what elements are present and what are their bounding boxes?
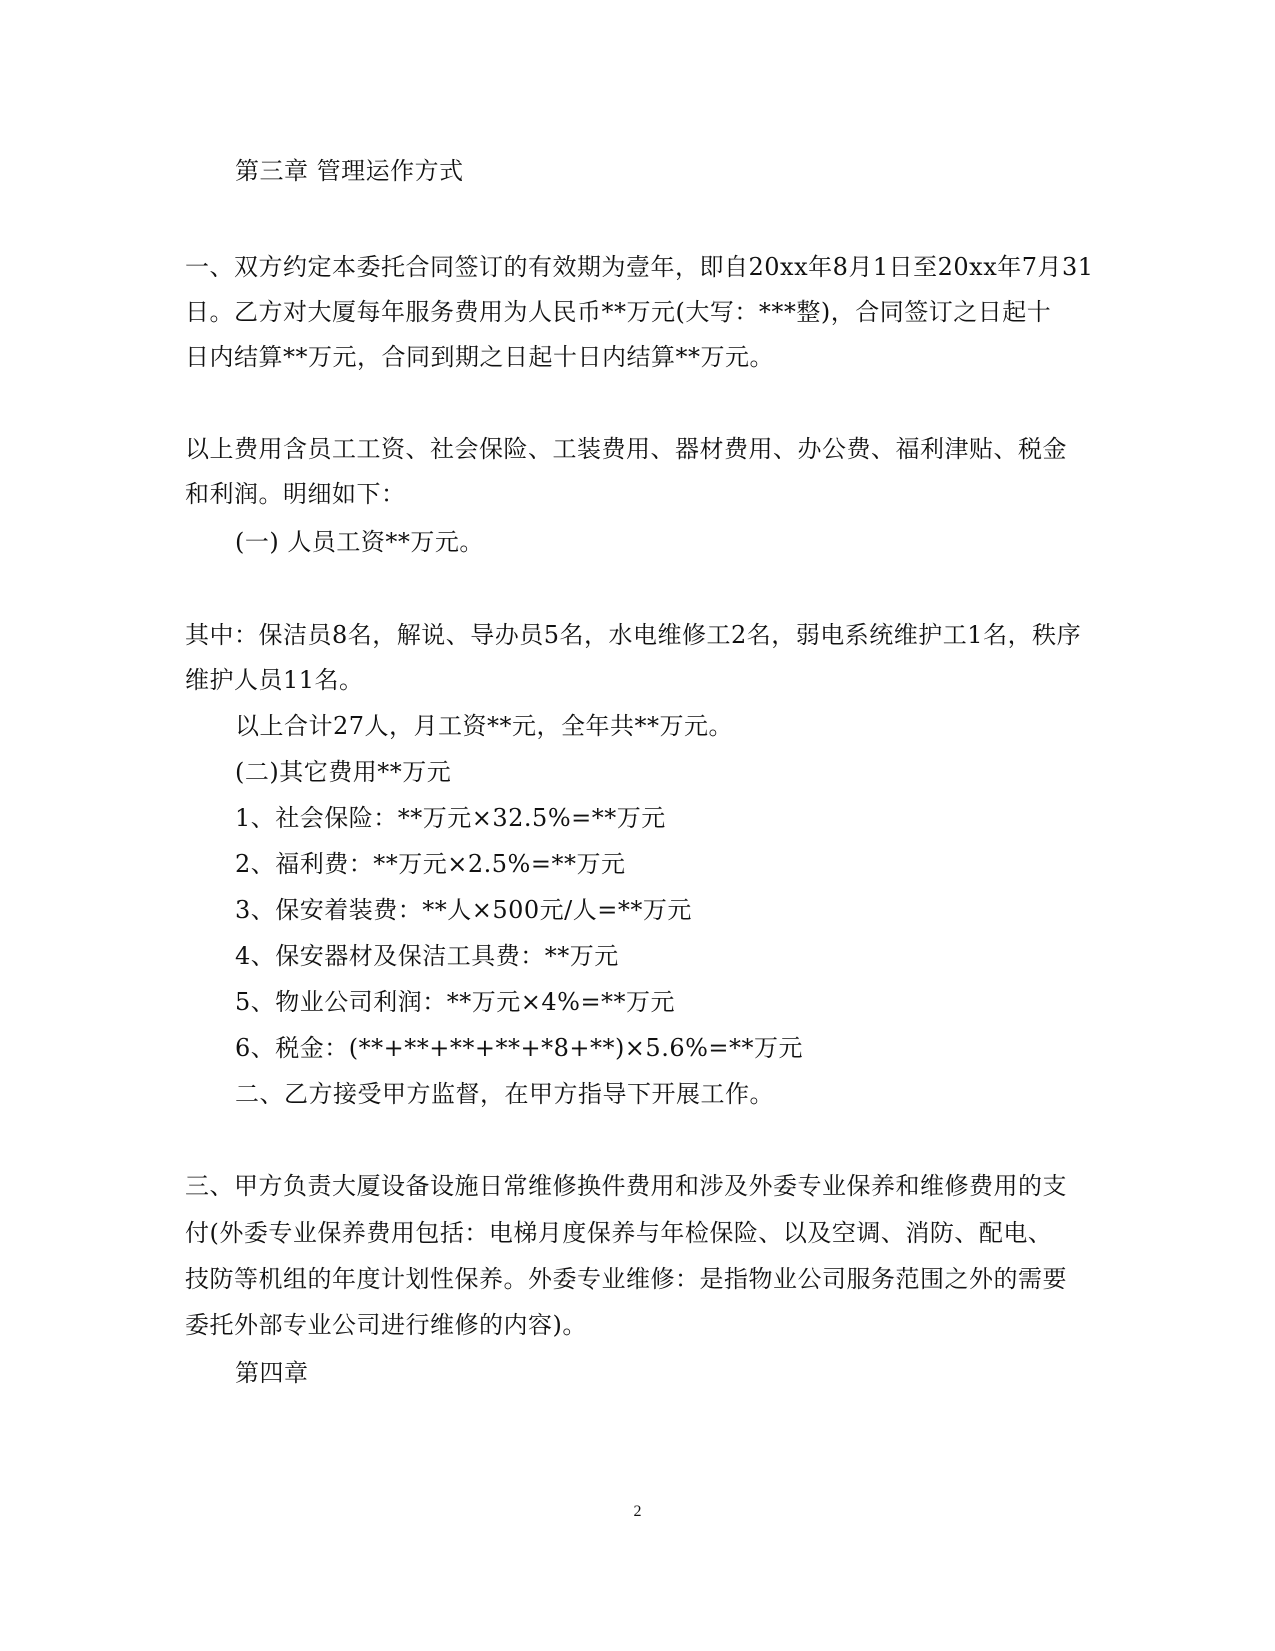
paragraph-line: 日。乙方对大厦每年服务费用为人民币**万元(大写：***整)，合同签订之日起十	[185, 298, 1052, 326]
list-item: 6、税金：(**+**+**+**+*8+**)×5.6%=**万元	[235, 1034, 804, 1062]
paragraph-line: 三、甲方负责大厦设备设施日常维修换件费用和涉及外委专业保养和维修费用的支	[185, 1172, 1067, 1200]
paragraph-line: 以上合计27人，月工资**元，全年共**万元。	[235, 712, 734, 740]
paragraph-line: 其中：保洁员8名，解说、导办员5名，水电维修工2名，弱电系统维护工1名，秩序	[185, 621, 1082, 649]
chapter-three-heading: 第三章 管理运作方式	[235, 157, 464, 185]
page-number: 2	[633, 1503, 642, 1520]
paragraph-line: 委托外部专业公司进行维修的内容)。	[185, 1311, 587, 1339]
paragraph-line: 和利润。明细如下：	[185, 480, 406, 508]
list-item: 5、物业公司利润：**万元×4%=**万元	[235, 988, 676, 1016]
paragraph-line: 以上费用含员工工资、社会保险、工装费用、器材费用、办公费、福利津贴、税金	[185, 435, 1067, 463]
list-item: (二)其它费用**万元	[235, 758, 452, 786]
paragraph-line: 日内结算**万元，合同到期之日起十日内结算**万元。	[185, 343, 774, 371]
paragraph-line: 付(外委专业保养费用包括：电梯月度保养与年检保险、以及空调、消防、配电、	[185, 1219, 1053, 1247]
list-item: 1、社会保险：**万元×32.5%=**万元	[235, 804, 666, 832]
list-item: (一) 人员工资**万元。	[235, 528, 484, 556]
paragraph-line: 一、双方约定本委托合同签订的有效期为壹年，即自20xx年8月1日至20xx年7月31	[185, 253, 1094, 281]
list-item: 3、保安着装费：**人×500元/人=**万元	[235, 896, 692, 924]
list-item: 2、福利费：**万元×2.5%=**万元	[235, 850, 626, 878]
chapter-four-heading: 第四章	[235, 1359, 309, 1387]
paragraph-line: 维护人员11名。	[185, 666, 364, 694]
paragraph-line: 二、乙方接受甲方监督，在甲方指导下开展工作。	[235, 1080, 774, 1108]
paragraph-line: 技防等机组的年度计划性保养。外委专业维修：是指物业公司服务范围之外的需要	[185, 1265, 1067, 1293]
list-item: 4、保安器材及保洁工具费：**万元	[235, 942, 619, 970]
